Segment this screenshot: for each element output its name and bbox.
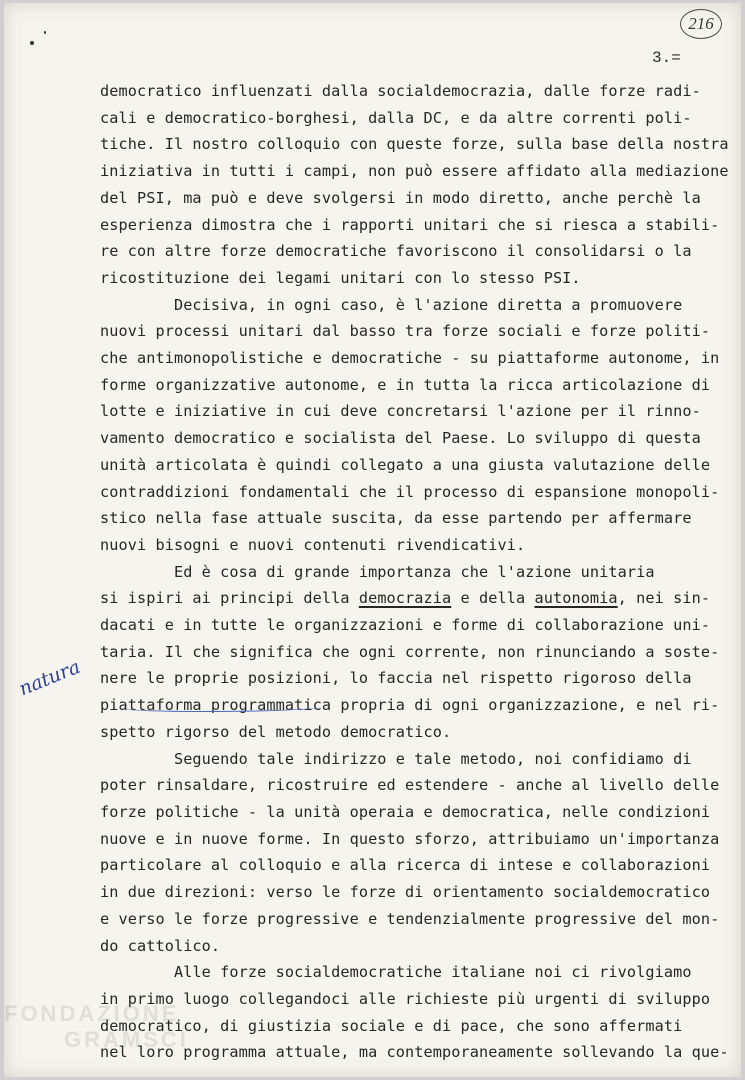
document-page [4, 3, 741, 1077]
paragraph-1: democratico influenzati dalla socialdemocrazia, dalle forze radi- cali e democratico-borghesi, dalla DC, e da altre correnti poli- tiche. Il nostro colloquio con queste forze, sulla base della nostra iniziativa in tutti i campi, non può essere affidato alla mediazione del PSI, ma può e deve svolgersi in modo diretto, anche perchè la esperienza dimostra che i rapporti unitari che si riesca a stabili- re con altre forze democratiche favoriscono il consolidarsi o la ricostituzione dei legami unitari con lo stesso PSI. [100, 82, 729, 287]
paragraph-5: Alle forze socialdemocratiche italiane noi ci rivolgiamo in primo luogo collegandoci alle richieste più urgenti di sviluppo democratico, di giustizia sociale e di pace, che sono affermati nel loro programma attuale, ma contemporaneamente sollevando la que- [100, 963, 729, 1062]
page-number: 3.= [652, 49, 681, 67]
ink-speck [44, 31, 46, 34]
paragraph-2: Decisiva, in ogni caso, è l'azione diretta a promuovere nuovi processi unitari dal basso tra forze sociali e forze politi- che antimonopolistiche e democratiche - su piattaforme autonome, in forme organizzative autonome, e in tutta la ricca articolazione di lotte e iniziative in cui deve concretarsi l'azione per il rinno- vamento democratico e socialista del Paese. Lo sviluppo di questa unità articolata è quindi collegato a una giusta valutazione delle contraddizioni fondamentali che il processo di espansione monopoli- stico nella fase attuale suscita, da esse partendo per affermare nuovi bisogni e nuovi contenuti rivendicativi. [100, 295, 720, 554]
typed-text-body [100, 78, 729, 1066]
archive-number-stamp: 216 [680, 9, 722, 39]
underlined-autonomia: autonomia [534, 589, 618, 608]
handwritten-margin-note: natura [15, 655, 84, 701]
ink-speck [30, 41, 34, 45]
underlined-democrazia: democrazia [358, 589, 452, 608]
archive-watermark: FONDAZIONE GRAMSCI [4, 1001, 189, 1052]
paragraph-3: Ed è cosa di grande importanza che l'azione unitaria si ispiri ai principi della democrazia e della autonomia, nei sin- dacati e in tutte le organizzazioni e forme di collaborazione uni- taria. Il che significa che ogni corrente, non rinunciando a soste- nere le proprie posizioni, lo faccia nel rispetto rigoroso della piattaforma programmatica propria di ogni organizzazione, e nel ri- spetto rigorso del metodo democratico. [100, 562, 720, 741]
paragraph-4: Seguendo tale indirizzo e tale metodo, noi confidiamo di poter rinsaldare, ricostruire ed estendere - anche al livello delle forze politiche - la unità operaia e democratica, nelle condizioni nuove e in nuove forme. In questo sforzo, attribuiamo un'importanza particolare al colloquio e alla ricerca di intese e collaborazioni in due direzioni: verso le forze di orientamento socialdemocratico e verso le forze progressive e tendenzialmente progressive del mon- do cattolico. [100, 749, 720, 955]
